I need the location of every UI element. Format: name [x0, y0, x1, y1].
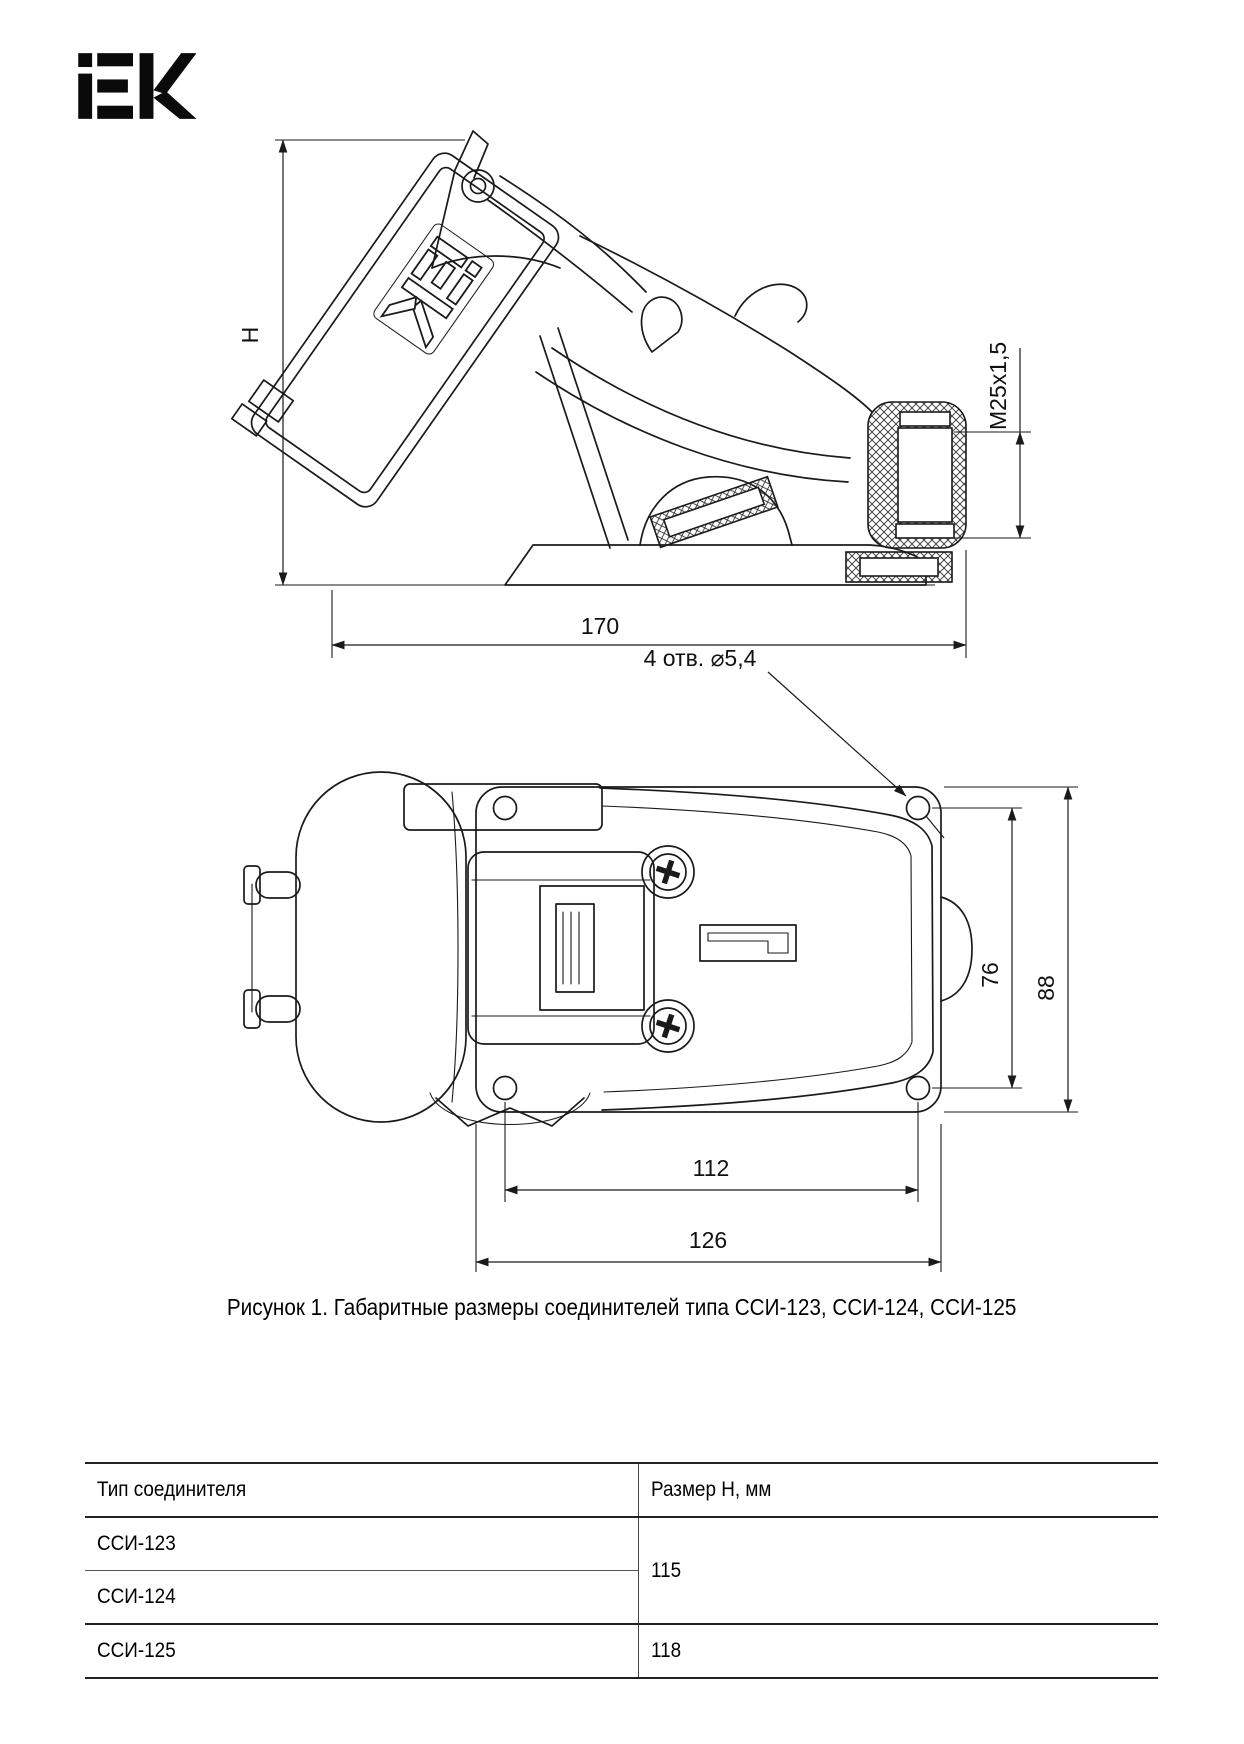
cell-h-118: [638, 1624, 1158, 1678]
figure-caption-text: Рисунок 1. Габаритные размеры соединителей типа ССИ-123, ССИ-124, ССИ-125: [227, 1294, 1017, 1320]
header-size-h-text: Размер H, мм: [650, 1478, 771, 1501]
header-connector-type: [85, 1463, 638, 1517]
mounting-hole: [494, 1077, 517, 1100]
table-header-row: [85, 1463, 1158, 1517]
top-view-drawing: [244, 645, 1078, 1272]
dimension-H: [237, 140, 935, 585]
cell-type-ssi124-text: ССИ-124: [97, 1585, 176, 1608]
dim-label-76: 76: [977, 962, 1003, 988]
mounting-hole: [494, 797, 517, 820]
dim-label-126: 126: [688, 1227, 728, 1253]
dimension-112: [505, 1102, 918, 1202]
header-size-h: [638, 1463, 1158, 1517]
figure-caption: [0, 1294, 1244, 1321]
iek-logo: [78, 53, 196, 119]
dimension-76: [932, 808, 1022, 1088]
holes-callout: [644, 645, 944, 838]
dim-label-170: 170: [580, 613, 620, 639]
center-slot: [700, 925, 796, 961]
latch-bracket: [468, 852, 654, 1044]
contact-pins: [244, 866, 300, 1028]
cell-type-ssi125: [85, 1624, 638, 1678]
mounting-flange: [476, 787, 941, 1112]
dimension-88: [944, 787, 1078, 1112]
mounting-hole: [907, 1077, 930, 1100]
cell-h-115: [638, 1517, 1158, 1624]
dimension-126: [476, 1124, 941, 1272]
dim-label-88: 88: [1033, 975, 1059, 1001]
screw: [642, 846, 694, 898]
cable-gland: [868, 402, 966, 548]
dim-label-H: H: [237, 326, 263, 344]
cell-h-118-text: 118: [650, 1639, 681, 1662]
dim-label-M25: M25x1,5: [985, 341, 1011, 430]
dimensions-table: [85, 1462, 1158, 1679]
handle-hole: [641, 297, 681, 352]
body-fin: [735, 284, 807, 322]
tapered-housing: [600, 788, 972, 1110]
cell-type-ssi123-text: ССИ-123: [97, 1532, 176, 1555]
cell-h-115-text: 115: [650, 1558, 681, 1582]
cell-type-ssi124: [85, 1571, 638, 1625]
holes-note-label: 4 отв. ⌀5,4: [643, 645, 757, 671]
screw: [642, 1000, 694, 1052]
dimension-table-wrap: [85, 1462, 1158, 1679]
cell-type-ssi125-text: ССИ-125: [97, 1639, 176, 1662]
dim-label-112: 112: [692, 1155, 730, 1181]
iek-logo-on-face: [382, 237, 482, 348]
table-row: [85, 1624, 1158, 1678]
cell-type-ssi123: [85, 1517, 638, 1571]
side-view-drawing: [232, 131, 1031, 658]
table-row: [85, 1517, 1158, 1571]
header-connector-type-text: Тип соединителя: [97, 1478, 247, 1501]
